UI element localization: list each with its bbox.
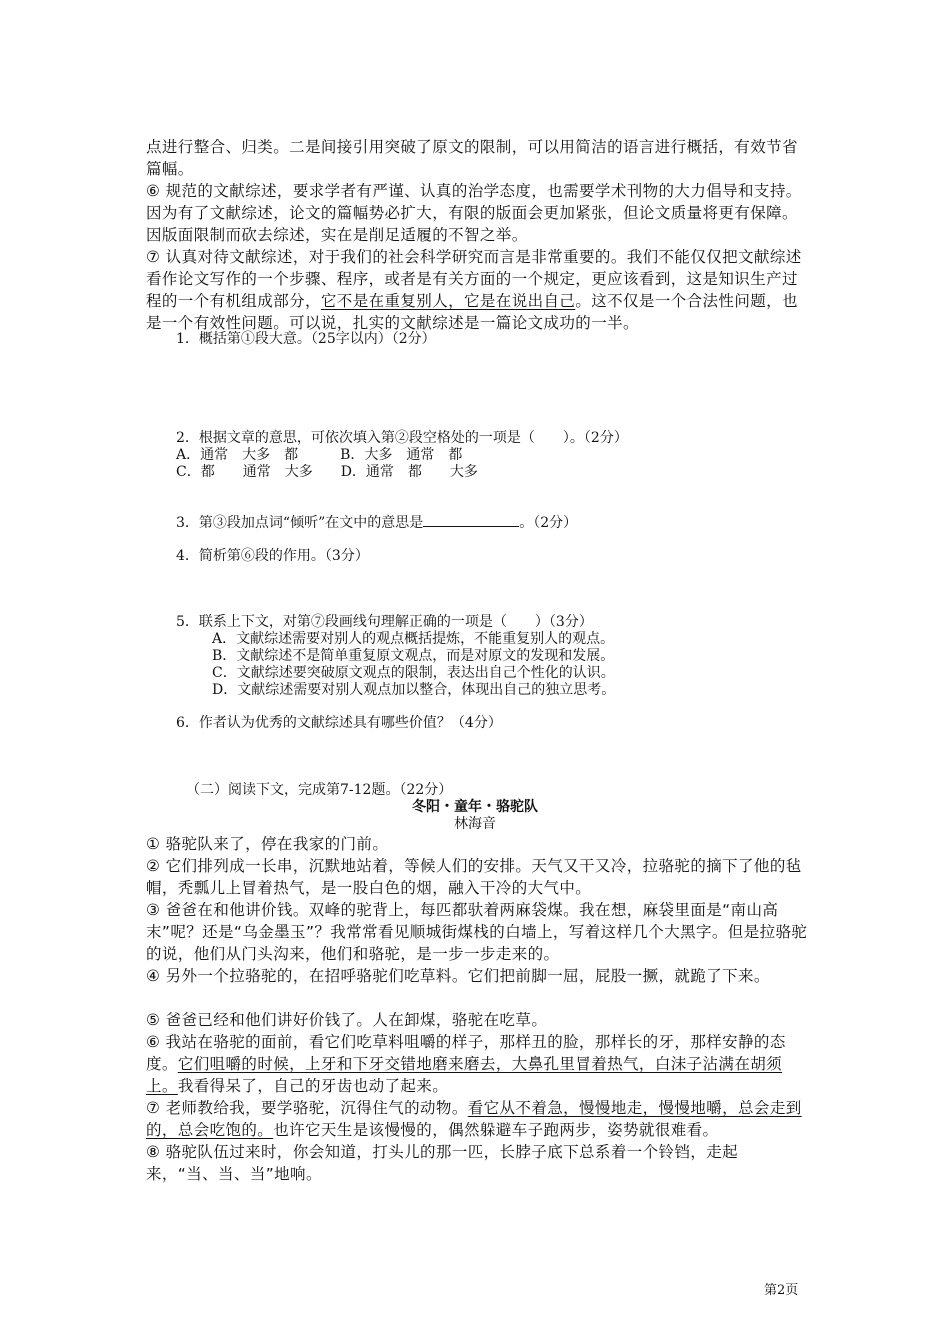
story-author: 林海音 — [454, 816, 496, 832]
question-5-option-a: A．文献综述需要对别人的观点概括提炼，不能重复别人的观点。 — [212, 631, 615, 647]
passage1-p5-tail: 点进行整合、归类。二是间接引用突破了原文的限制，可以用简洁的语言进行概括，有效节省篇幅。 — [146, 138, 798, 178]
question-2: 2．根据文章的意思，可依次填入第②段空格处的一项是（ ）。（2分） — [176, 430, 628, 446]
question-2-options-ab: A．通常 大多 都 B．大多 通常 都 — [176, 447, 463, 463]
question-3 — [176, 514, 577, 532]
passage1-p7 — [146, 246, 808, 334]
question-3-text-a: 3．第③段加点词“倾听”在文中的意思是 — [176, 515, 424, 531]
story-p3: ③ 爸爸在和他讲价钱。双峰的驼背上，每匹都驮着两麻袋煤。我在想，麻袋里面是“南山高末”呢？还是“乌金墨玉”？我常常看见顺城街煤栈的白墙上，写着这样几个大黑字。但是拉骆驼的说，他们从门头沟来，他们和骆驼，是一步一步走来的。 — [146, 901, 808, 963]
story-p7-text-b: 也许它天生是该慢慢的，偶然躲避车子跑两步，姿势就很难看。 — [273, 1121, 719, 1139]
passage1-p6: ⑥ 规范的文献综述，要求学者有严谨、认真的治学态度，也需要学术刊物的大力倡导和支持。因为有了文献综述，论文的篇幅势必扩大，有限的版面会更加紧张，但论文质量将更有保障。因版面限制而砍去综述，实在是削足适履的不智之举。 — [146, 182, 802, 244]
story-p4: ④ 另外一个拉骆驼的，在招呼骆驼们吃草料。它们把前脚一屈，屁股一撅，就跪了下来。 — [146, 967, 770, 985]
answer-blank[interactable] — [423, 514, 519, 527]
story-p7 — [146, 1097, 808, 1141]
question-5-option-b: B．文献综述不是简单重复原文观点，而是对原文的发现和发展。 — [212, 648, 615, 664]
question-5-option-c: C．文献综述要突破原文观点的限制，表达出自己个性化的认识。 — [212, 665, 615, 681]
section-2-heading: （二）阅读下文，完成第7-12题。（22分） — [186, 782, 453, 798]
story-p2: ② 它们排列成一长串，沉默地站着，等候人们的安排。天气又干又冷，拉骆驼的摘下了他的毡帽，秃瓢儿上冒着热气，是一股白色的烟，融入干冷的大气中。 — [146, 857, 802, 897]
story-p1: ① 骆驼队来了，停在我家的门前。 — [146, 835, 389, 853]
story-p7-underlined: 看它从不着急，慢慢地走，慢慢地嚼，总会走到的，总会吃饱的。 — [146, 1099, 802, 1139]
question-5-option-d: D．文献综述需要对别人观点加以整合，体现出自己的独立思考。 — [212, 682, 616, 698]
story-title: 冬阳・童年・骆驼队 — [412, 799, 538, 815]
story-p8: ⑧ 骆驼队伍过来时，你会知道，打头儿的那一匹，长脖子底下总系着一个铃铛，走起来，“当、当、当”地响。 — [146, 1143, 739, 1183]
story-p7-text-a: ⑦ 老师教给我，要学骆驼，沉得住气的动物。 — [146, 1099, 468, 1117]
story-p5: ⑤ 爸爸已经和他们讲好价钱了。人在卸煤，骆驼在吃草。 — [146, 1011, 548, 1029]
passage1-p7-text-a: ⑦ 认真对待文献综述，对于我们的社会科学研究而言是非常重要的。我们不能仅仅把文献综述看作论文写作的一个步骤、程序，或者是有关方面的一个规定，更应该看到，这是知识生产过程的一个有机组成部分， — [146, 248, 802, 310]
question-4: 4．简析第⑥段的作用。（3分） — [176, 548, 369, 564]
story-p6-text-a: ⑥ 我站在骆驼的面前，看它们吃草料咀嚼的样子，那样丑的脸，那样长的牙，那样安静的态度。 — [146, 1033, 786, 1073]
question-3-text-b: 。（2分） — [519, 515, 578, 531]
story-p6 — [146, 1031, 808, 1097]
question-5: 5．联系上下文，对第⑦段画线句理解正确的一项是（ ）（3分） — [176, 614, 593, 630]
question-2-options-cd: C．都 通常 大多 D．通常 都 大多 — [176, 464, 478, 480]
passage1-p7-underlined: 它不是在重复别人，它是在说出自己 — [320, 292, 576, 310]
page-number: 第2页 — [764, 1283, 799, 1298]
question-1: 1．概括第①段大意。（25字以内）（2分） — [176, 331, 436, 347]
question-6: 6．作者认为优秀的文献综述具有哪些价值？（4分） — [176, 715, 502, 731]
story-p6-text-b: 我看得呆了，自己的牙齿也动了起来。 — [177, 1077, 449, 1095]
story-p6-underlined: 它们咀嚼的时候，上牙和下牙交错地磨来磨去，大鼻孔里冒着热气，白沫子沾满在胡须上。 — [146, 1055, 783, 1095]
passage1-p7-text-b: 。这不仅是一个合法性问题，也是一个有效性问题。可以说，扎实的文献综述是一篇论文成功的一半。 — [146, 292, 798, 332]
